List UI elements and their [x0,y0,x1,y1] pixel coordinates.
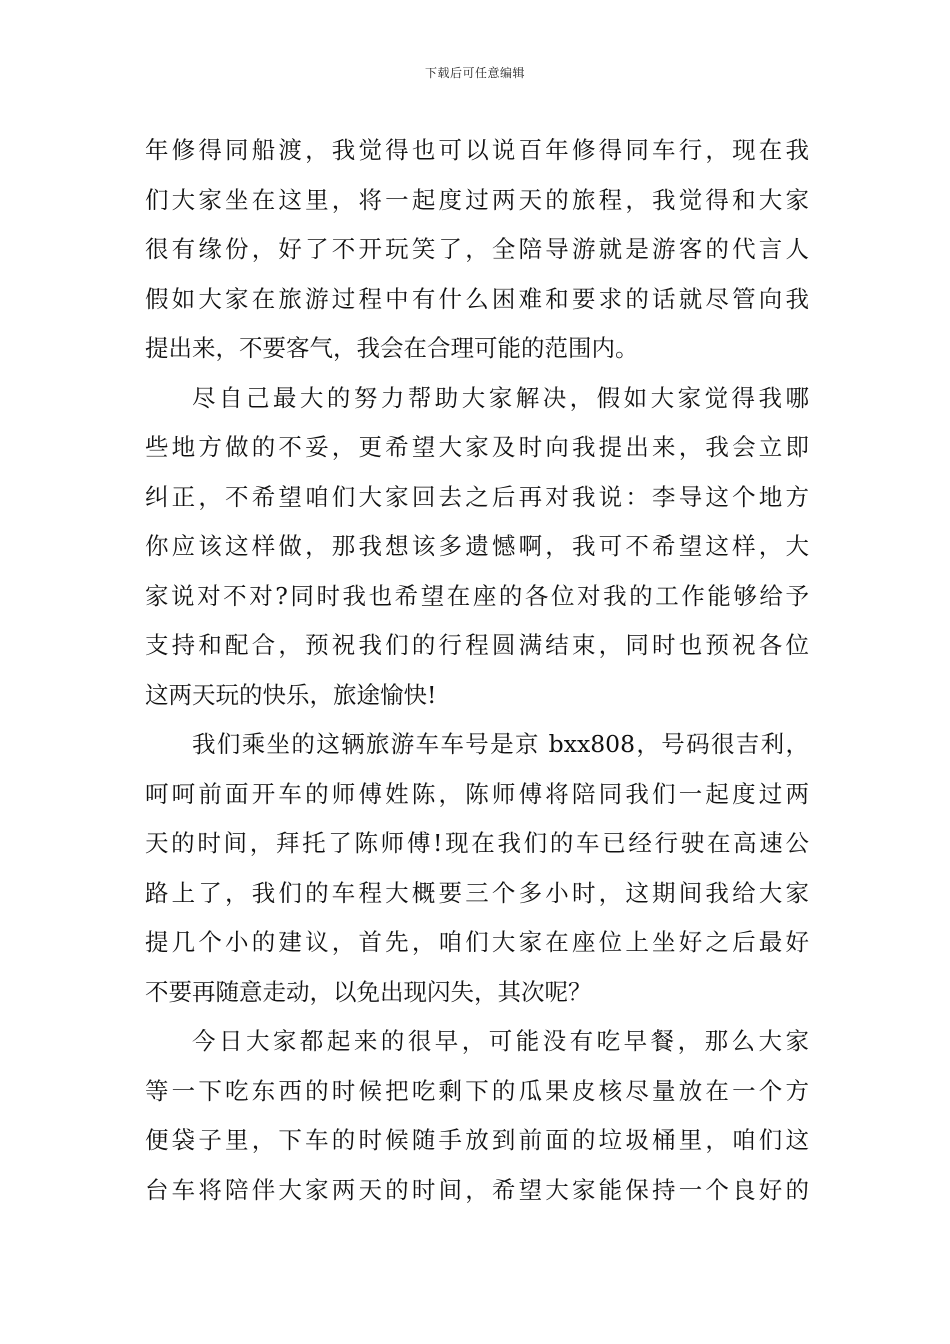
paragraph [145,126,809,374]
text-line: 你应该这样做，那我想该多遗憾啊，我可不希望这样，大 [145,532,809,560]
text-line: 年修得同船渡，我觉得也可以说百年修得同车行，现在我 [145,136,809,164]
text-line: 们大家坐在这里，将一起度过两天的旅程，我觉得和大家 [145,185,809,214]
text-line: 今日大家都起来的很早，可能没有吃早餐，那么大家 [192,1027,809,1055]
text-line: 尽自己最大的努力帮助大家解决，假如大家觉得我哪 [192,383,809,412]
page-header: 下载后可任意编辑 [424,66,525,80]
text-line: 不要再随意走动，以免出现闪失，其次呢？ [145,977,592,1006]
text-line: 天的时间，拜托了陈师傅!现在我们的车已经行驶在高速公 [145,829,809,857]
paragraph [145,720,809,1017]
text-line: 路上了，我们的车程大概要三个多小时，这期间我给大家 [145,878,809,907]
paragraph [145,374,809,721]
text-line: 纠正，不希望咱们大家回去之后再对我说：李导这个地方 [145,482,809,511]
text-line: 等一下吃东西的时候把吃剩下的瓜果皮核尽量放在一个方 [145,1076,809,1105]
text-line: 提几个小的建议，首先，咱们大家在座位上坐好之后最好 [145,928,809,956]
text-line: 我们乘坐的这辆旅游车车号是京 bxx808，号码很吉利， [192,730,809,758]
text-line: 假如大家在旅游过程中有什么困难和要求的话就尽管向我 [145,284,809,313]
document-body [145,126,809,1215]
text-line: 家说对不对?同时我也希望在座的各位对我的工作能够给予 [145,581,809,610]
text-line: 便袋子里，下车的时候随手放到前面的垃圾桶里，咱们这 [145,1126,809,1154]
text-line: 提出来，不要客气，我会在合理可能的范围内。 [145,334,639,362]
text-line: 这两天玩的快乐，旅途愉快! [145,680,437,709]
text-line: 些地方做的不妥，更希望大家及时向我提出来，我会立即 [145,433,809,461]
text-line: 支持和配合，预祝我们的行程圆满结束，同时也预祝各位 [145,631,809,659]
text-line: 台车将陪伴大家两天的时间，希望大家能保持一个良好的 [145,1175,809,1204]
text-line: 很有缘份，好了不开玩笑了，全陪导游就是游客的代言人 [145,235,809,263]
paragraph [145,1017,809,1215]
text-line: 呵呵前面开车的师傅姓陈，陈师傅将陪同我们一起度过两 [145,779,809,808]
